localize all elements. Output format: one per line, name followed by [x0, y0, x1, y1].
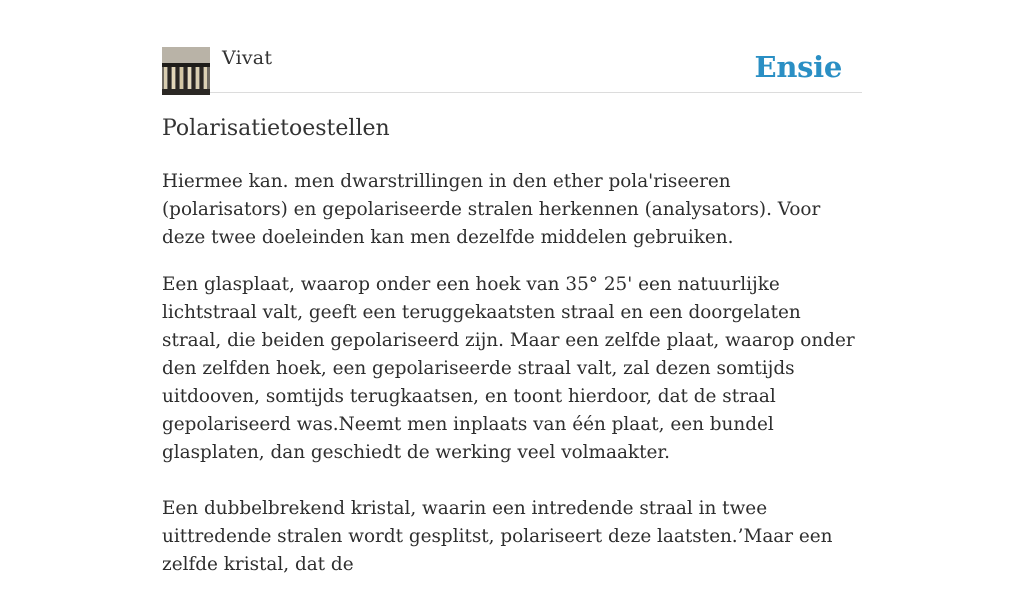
site-logo[interactable]: Ensie	[754, 50, 842, 84]
page	[162, 0, 862, 575]
article-paragraph: Een dubbelbrekend kristal, waarin een intredende straal in twee uittredende stralen wordt gesplitst, polariseert deze laatsten.’Maar een zelfde kristal, dat de	[162, 498, 833, 575]
paragraph-spacer	[162, 467, 862, 495]
article-paragraph: Een glasplaat, waarop onder een hoek van 35° 25' een natuurlijke lichtstraal valt, geeft een teruggekaatsten straal en een doorgelaten straal, die beiden gepolariseerd zijn. Maar een zelfde plaat, waarop onder den zelfden hoek, een gepolariseerde straal valt, zal dezen somtijds uitdooven, somtijds terugkaatsen, en toont hierdoor, dat de straal gepolariseerd was.Neemt men inplaats van één plaat, een bundel glasplaten, dan geschiedt de werking veel volmaakter.	[162, 274, 855, 463]
avatar[interactable]	[162, 47, 210, 95]
article-paragraph: Hiermee kan. men dwarstrillingen in den ether pola'riseeren (polarisators) en gepolariseerde stralen herkennen (analysators). Voor deze twee doeleinden kan men dezelfde middelen gebruiken.	[162, 171, 821, 248]
book-spines-avatar-icon	[162, 47, 210, 95]
header	[162, 46, 862, 93]
page-title: Polarisatietoestellen	[162, 116, 390, 141]
username[interactable]: Vivat	[222, 47, 273, 69]
article-body	[162, 168, 862, 598]
